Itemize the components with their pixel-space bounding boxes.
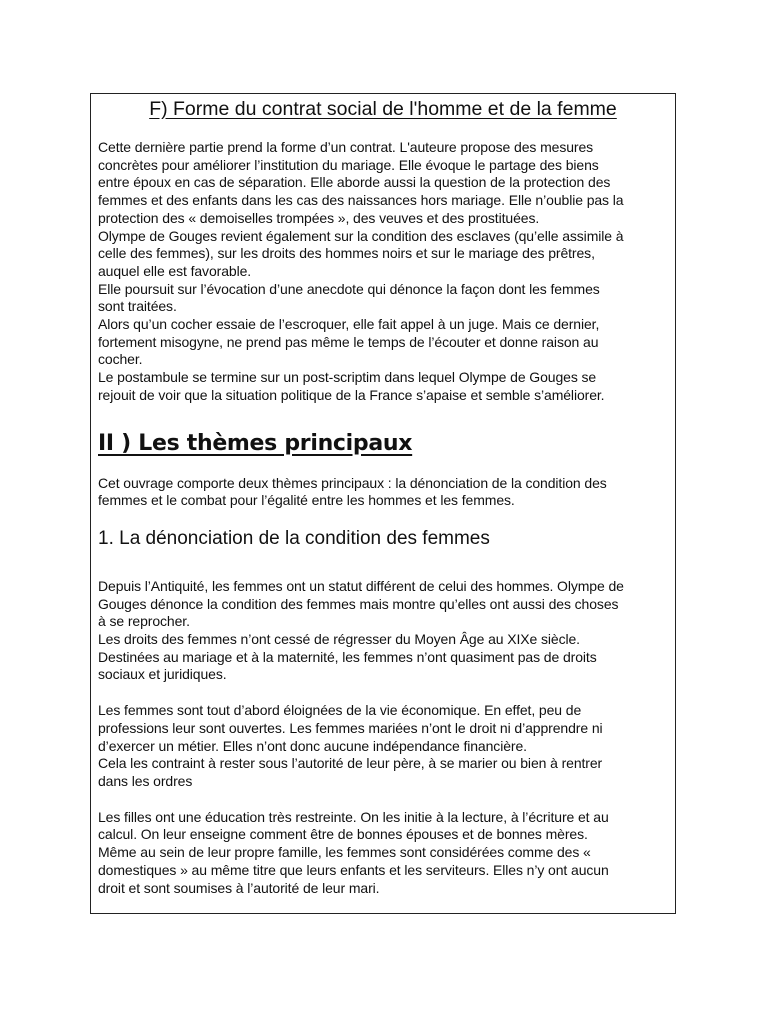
- document-frame: [90, 93, 676, 914]
- section-f-title: F) Forme du contrat social de l'homme et de la femme: [149, 98, 617, 120]
- text-line: fortement misogyne, ne prend pas même le temps de l’écouter et donne raison au: [98, 333, 599, 350]
- text-line: Depuis l’Antiquité, les femmes ont un statut différent de celui des hommes. Olympe de: [98, 577, 624, 594]
- text-line: calcul. On leur enseigne comment être de bonnes épouses et de bonnes mères.: [98, 826, 588, 843]
- text-line: Les femmes sont tout d’abord éloignées de la vie économique. En effet, peu de: [98, 702, 582, 719]
- text-line: cocher.: [98, 351, 143, 368]
- text-line: Même au sein de leur propre famille, les femmes sont considérées comme des «: [98, 844, 591, 861]
- text-line: Elle poursuit sur l’évocation d’une anecdote qui dénonce la façon dont les femmes: [98, 280, 600, 297]
- text-line: professions leur sont ouvertes. Les femmes mariées n’ont le droit ni d’apprendre ni: [98, 719, 603, 736]
- text-line: Alors qu’un cocher essaie de l’escroquer, elle fait appel à un juge. Mais ce dernier,: [98, 316, 600, 333]
- text-line: auquel elle est favorable.: [98, 262, 252, 279]
- text-line: sociaux et juridiques.: [98, 666, 227, 683]
- section-2-heading: II ) Les thèmes principaux: [98, 430, 413, 456]
- text-line: rejouit de voir que la situation politique de la France s’apaise et semble s’améliorer.: [98, 386, 605, 403]
- text-line: Cet ouvrage comporte deux thèmes principaux : la dénonciation de la condition des: [98, 474, 607, 491]
- text-line: protection des « demoiselles trompées », des veuves et des prostituées.: [98, 209, 540, 226]
- subsection-heading: 1. La dénonciation de la condition des femmes: [98, 527, 490, 549]
- text-line: dans les ordres: [98, 772, 193, 789]
- text-line: droit et sont soumises à l’autorité de leur mari.: [98, 879, 380, 896]
- text-line: femmes et des enfants dans les cas des naissances hors mariage. Elle n’oublie pas la: [98, 192, 624, 209]
- paragraph-group-2: [98, 702, 668, 791]
- text-line: entre époux en cas de séparation. Elle aborde aussi la question de la protection des: [98, 174, 611, 191]
- text-line: d’exercer un métier. Elles n’ont donc aucune indépendance financière.: [98, 737, 527, 754]
- text-line: à se reprocher.: [98, 613, 190, 630]
- text-line: sont traitées.: [98, 298, 177, 315]
- text-line: celle des femmes), sur les droits des hommes noirs et sur le mariage des prêtres,: [98, 245, 595, 262]
- text-line: Gouges dénonce la condition des femmes mais montre qu’elles ont aussi des choses: [98, 595, 619, 612]
- text-line: Les filles ont une éducation très restreinte. On les initie à la lecture, à l’écriture et au: [98, 808, 609, 825]
- paragraph-group-3: [98, 809, 668, 898]
- paragraph-group-1: [98, 578, 668, 684]
- text-line: femmes et le combat pour l’égalité entre les hommes et les femmes.: [98, 492, 515, 509]
- text-line: domestiques » au même titre que leurs enfants et les serviteurs. Elles n’y ont aucun: [98, 861, 609, 878]
- text-line: Cela les contraint à rester sous l’autorité de leur père, à se marier ou bien à rentrer: [98, 755, 603, 772]
- section-2-intro: [98, 475, 668, 510]
- text-line: Cette dernière partie prend la forme d’un contrat. L'auteure propose des mesures: [98, 139, 594, 155]
- text-line: Destinées au mariage et à la maternité, les femmes n’ont quasiment pas de droits: [98, 648, 597, 665]
- text-line: Olympe de Gouges revient également sur la condition des esclaves (qu’elle assimile à: [98, 227, 624, 244]
- text-line: Le postambule se termine sur un post-scriptim dans lequel Olympe de Gouges se: [98, 369, 597, 386]
- text-line: Les droits des femmes n’ont cessé de régresser du Moyen Âge au XIXe siècle.: [98, 631, 580, 648]
- section-f-body: [98, 139, 668, 405]
- text-line: concrètes pour améliorer l’institution du mariage. Elle évoque le partage des biens: [98, 156, 599, 173]
